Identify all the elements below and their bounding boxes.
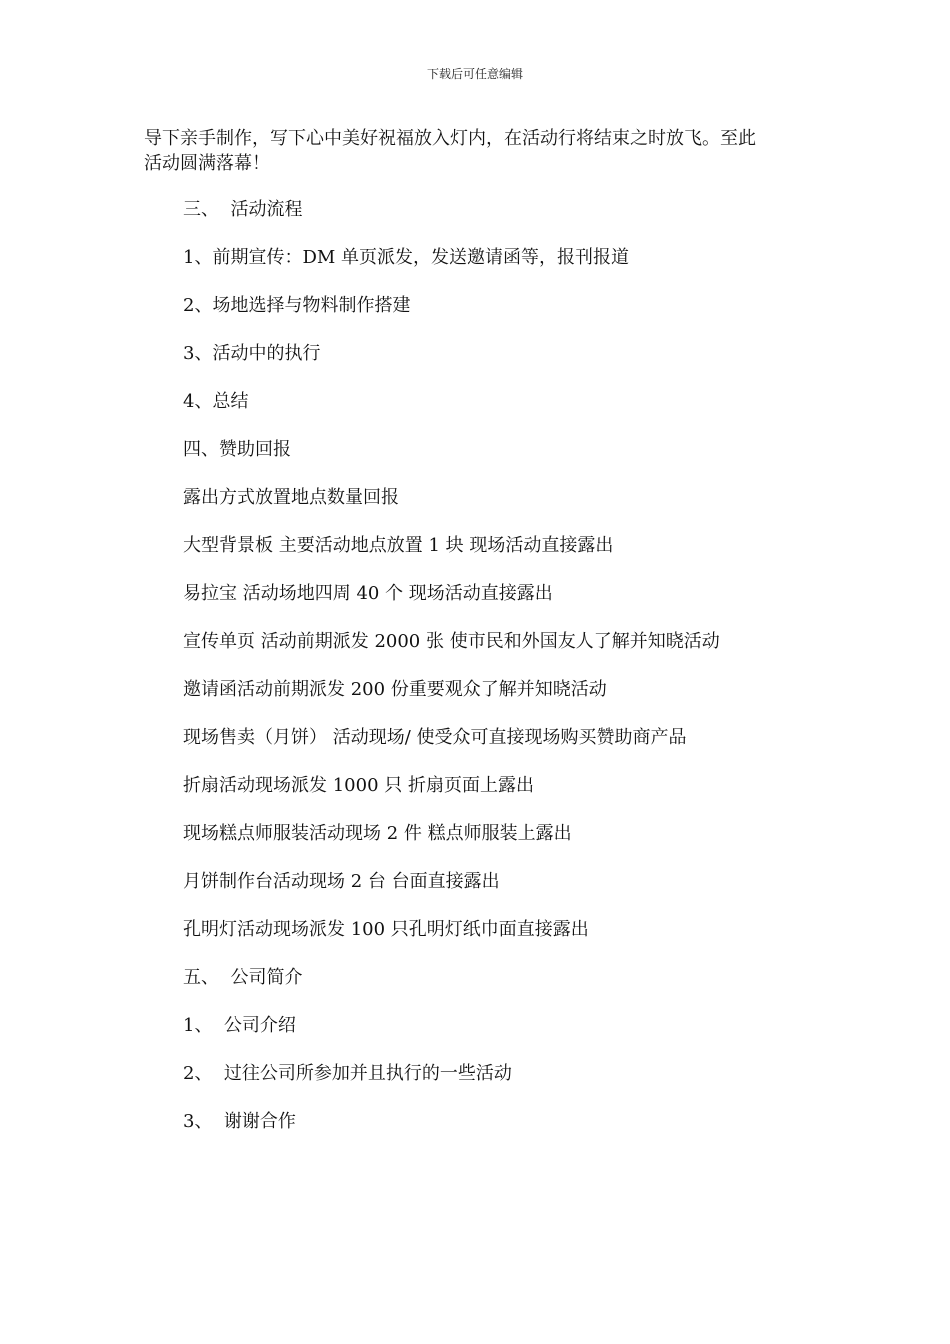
- sponsorship-row: 月饼制作台活动现场 2 台 台面直接露出: [183, 871, 500, 892]
- intro-line: 导下亲手制作，写下心中美好祝福放入灯内，在活动行将结束之时放飞。至此: [144, 128, 756, 149]
- page-header: 下载后可任意编辑: [426, 67, 523, 81]
- sponsorship-row: 邀请函活动前期派发 200 份重要观众了解并知晓活动: [183, 679, 607, 700]
- list-item: 3、活动中的执行: [183, 343, 321, 364]
- list-item: 3、 谢谢合作: [183, 1111, 296, 1132]
- section-heading-activity-flow: 三、 活动流程: [183, 199, 303, 220]
- sponsorship-row: 现场糕点师服装活动现场 2 件 糕点师服装上露出: [183, 823, 572, 844]
- list-item: 1、 公司介绍: [183, 1015, 296, 1036]
- section-heading-company: 五、 公司简介: [183, 967, 303, 988]
- sponsorship-row: 折扇活动现场派发 1000 只 折扇页面上露出: [183, 775, 534, 796]
- list-item: 4、总结: [183, 391, 249, 412]
- list-item: 2、 过往公司所参加并且执行的一些活动: [183, 1063, 512, 1084]
- sponsorship-row: 大型背景板 主要活动地点放置 1 块 现场活动直接露出: [183, 535, 614, 556]
- sponsorship-row: 宣传单页 活动前期派发 2000 张 使市民和外国友人了解并知晓活动: [183, 631, 720, 652]
- sponsorship-header-row: 露出方式放置地点数量回报: [183, 487, 399, 508]
- content-list: [183, 197, 863, 1157]
- sponsorship-row: 易拉宝 活动场地四周 40 个 现场活动直接露出: [183, 583, 553, 604]
- intro-line: 活动圆满落幕！: [144, 153, 270, 174]
- intro-paragraph: [144, 126, 808, 176]
- list-item: 2、场地选择与物料制作搭建: [183, 295, 411, 316]
- list-item: 1、前期宣传：DM 单页派发，发送邀请函等，报刊报道: [183, 247, 630, 268]
- sponsorship-row: 孔明灯活动现场派发 100 只孔明灯纸巾面直接露出: [183, 919, 589, 940]
- sponsorship-row: 现场售卖（月饼） 活动现场/ 使受众可直接现场购买赞助商产品: [183, 727, 687, 748]
- section-heading-sponsorship: 四、赞助回报: [183, 439, 291, 460]
